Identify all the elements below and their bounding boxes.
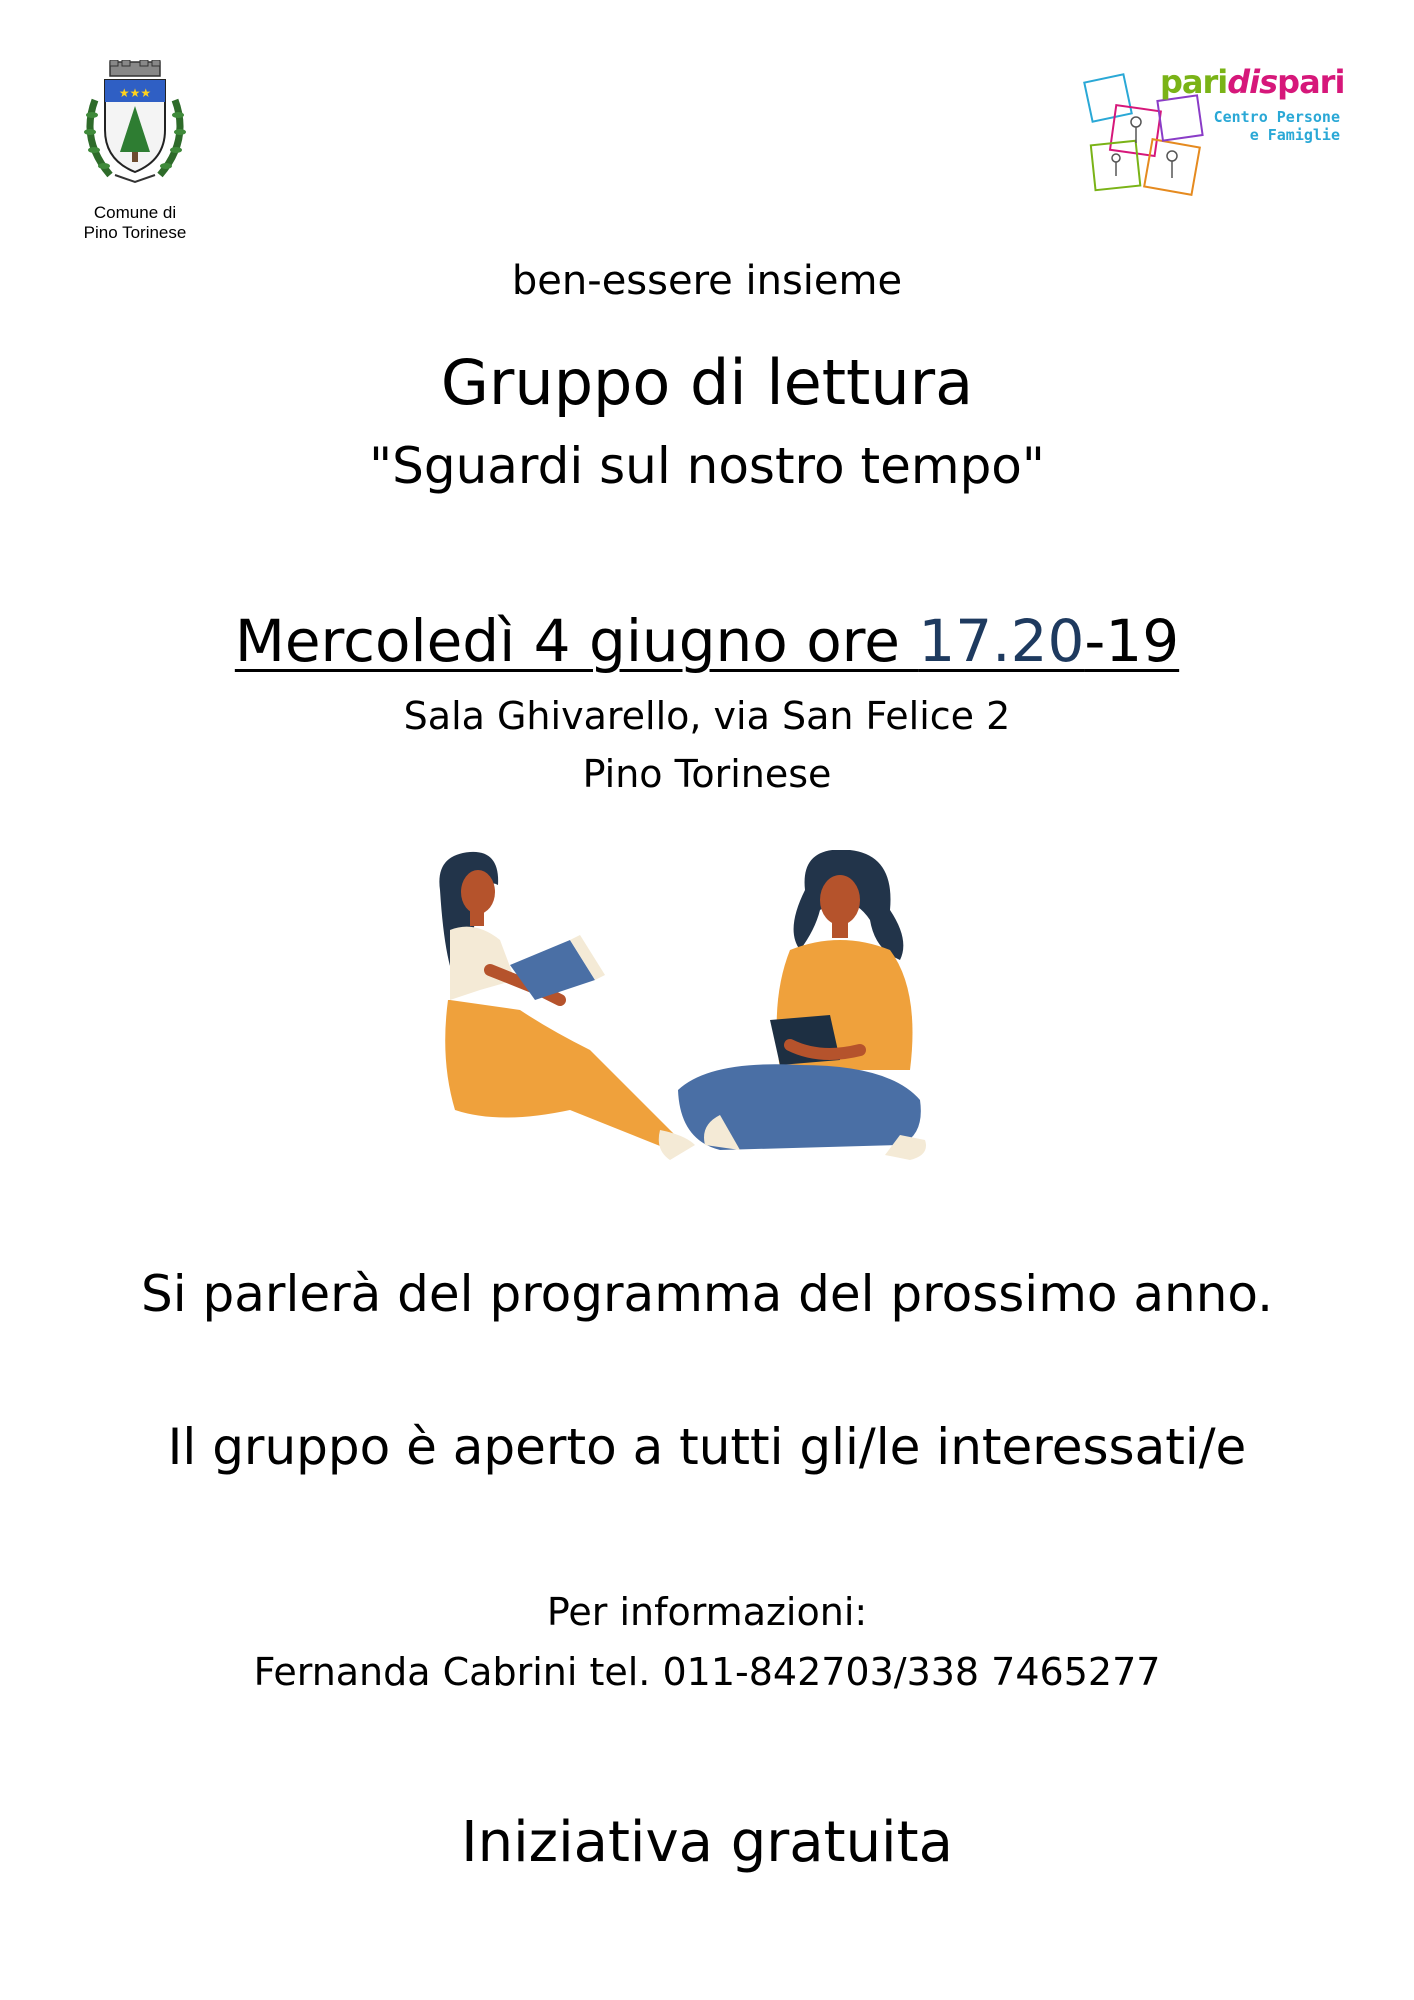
- event-time-end: -19: [1084, 607, 1180, 675]
- pdp-logo-word-pari-2: pari: [1277, 63, 1345, 101]
- pdp-logo-name: [1160, 63, 1344, 101]
- pdp-logo-subtitle-line2: e Famiglie: [1249, 126, 1340, 144]
- women-reading-illustration: [420, 850, 1020, 1190]
- program-note: Si parlerà del programma del prossimo anno.: [140, 1265, 1274, 1323]
- page-title: Gruppo di lettura: [440, 346, 974, 419]
- pdp-logo-subtitle: [1190, 108, 1340, 144]
- comune-caption-line2: Pino Torinese: [83, 223, 187, 242]
- event-date-time: [0, 607, 1414, 675]
- left-reader-figure: [439, 852, 695, 1160]
- page-subtitle: "Sguardi sul nostro tempo": [369, 437, 1045, 495]
- comune-caption: [55, 203, 215, 243]
- free-initiative: Iniziativa gratuita: [461, 1810, 953, 1875]
- info-contact: Fernanda Cabrini tel. 011-842703/338 7465277: [253, 1650, 1161, 1694]
- event-venue: Sala Ghivarello, via San Felice 2: [403, 694, 1011, 738]
- tagline: ben-essere insieme: [511, 258, 903, 304]
- svg-text:★★★: ★★★: [118, 86, 152, 100]
- pdp-logo-word-pari: pari: [1160, 63, 1228, 101]
- right-reader-figure: [678, 850, 926, 1160]
- event-time-start: 17.20: [918, 607, 1085, 675]
- comune-caption-line1: Comune di: [93, 203, 177, 222]
- event-town: Pino Torinese: [582, 752, 832, 796]
- pdp-logo-word-dis: dis: [1227, 63, 1278, 101]
- event-date: Mercoledì 4 giugno ore: [234, 607, 919, 675]
- open-group-note: Il gruppo è aperto a tutti gli/le interessati/e: [167, 1418, 1247, 1476]
- comune-coat-of-arms-logo: [80, 60, 190, 190]
- pdp-logo-subtitle-line1: Centro Persone: [1213, 108, 1340, 126]
- info-label: Per informazioni:: [546, 1590, 868, 1634]
